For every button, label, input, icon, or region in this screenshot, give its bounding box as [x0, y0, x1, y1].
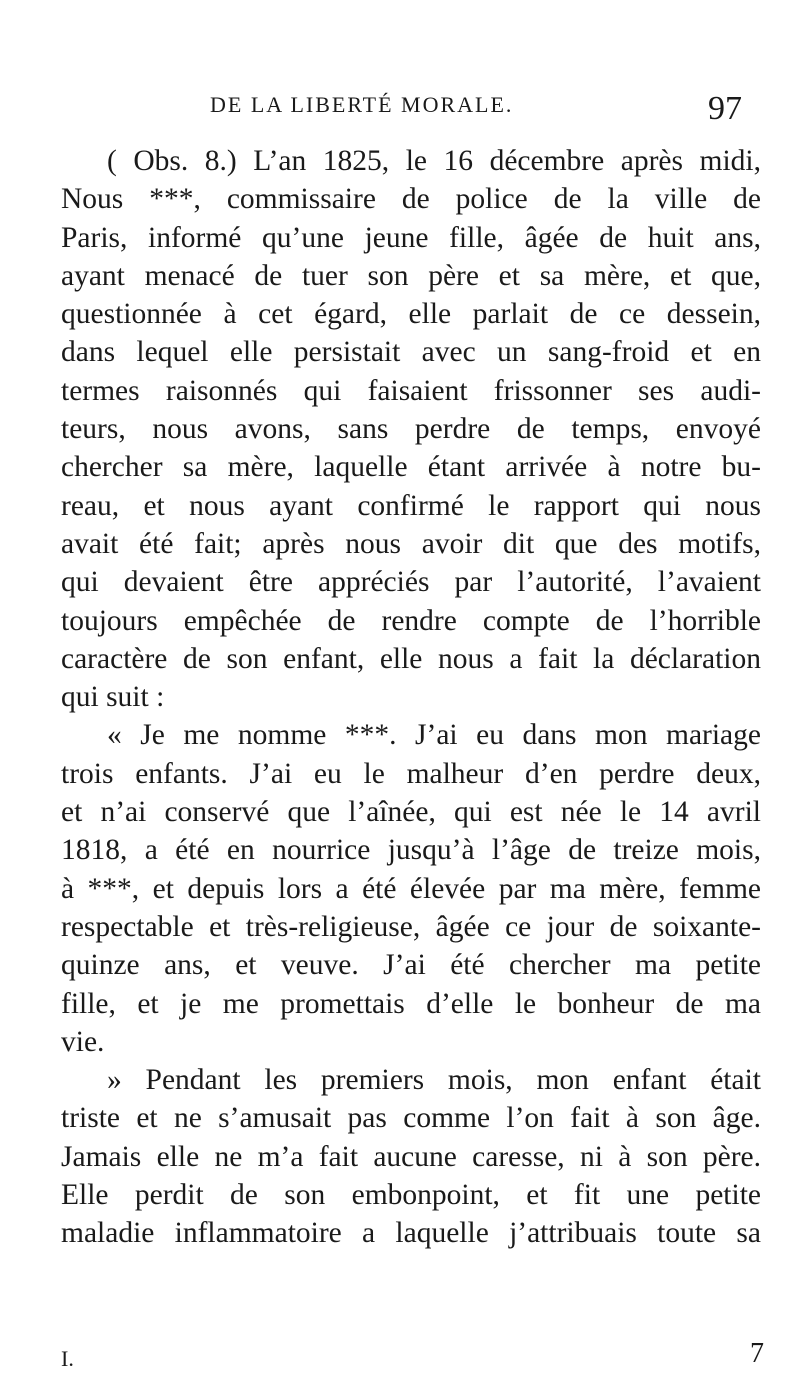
text-line: trois enfants. J’ai eu le malheur d’en perdre deux,: [61, 757, 761, 790]
text-line: reau, et nous ayant confirmé le rapport qui nous: [61, 489, 761, 522]
text-line: à ***, et depuis lors a été élevée par ma mère, femme: [61, 872, 761, 905]
text-line: « Je me nomme ***. J’ai eu dans mon mariage: [107, 719, 761, 752]
text-line: ayant menacé de tuer son père et sa mère, et que,: [61, 259, 761, 292]
text-line: chercher sa mère, laquelle étant arrivée à notre bu-: [61, 451, 761, 484]
text-line: caractère de son enfant, elle nous a fait la déclaration: [61, 642, 761, 675]
text-line: vie.: [61, 1025, 105, 1058]
text-line: ( Obs. 8.) L’an 1825, le 16 décembre après midi,: [107, 145, 761, 177]
text-line: triste et ne s’amusait pas comme l’on fait à son âge.: [61, 1102, 761, 1135]
text-line: qui devaient être appréciés par l’autorité, l’avaient: [61, 566, 761, 599]
text-line: 1818, a été en nourrice jusqu’à l’âge de treize mois,: [61, 834, 761, 867]
text-line: questionnée à cet égard, elle parlait de ce dessein,: [61, 298, 761, 331]
body-text: [61, 142, 761, 1253]
text-line: Elle perdit de son embonpoint, et fit une petite: [61, 1179, 761, 1212]
text-line: respectable et très-religieuse, âgée ce jour de soixante-: [61, 910, 761, 943]
text-line: Jamais elle ne m’a fait aucune caresse, ni à son père.: [61, 1140, 761, 1173]
text-line: maladie inflammatoire a laquelle j’attribuais toute sa: [61, 1217, 761, 1250]
text-line: fille, et je me promettais d’elle le bonheur de ma: [61, 987, 761, 1020]
sheet-number: 7: [750, 1338, 764, 1369]
text-line: dans lequel elle persistait avec un sang-froid et en: [61, 336, 761, 369]
text-line: Nous ***, commissaire de police de la ville de: [61, 183, 761, 216]
signature-mark: I.: [61, 1346, 74, 1371]
text-line: et n’ai conservé que l’aînée, qui est née le 14 avril: [61, 796, 761, 829]
text-line: Paris, informé qu’une jeune fille, âgée de huit ans,: [61, 221, 761, 254]
text-line: qui suit :: [61, 681, 165, 714]
text-line: quinze ans, et veuve. J’ai été chercher ma petite: [61, 949, 761, 982]
text-line: toujours empêchée de rendre compte de l’horrible: [61, 604, 761, 637]
page-number: 97: [708, 90, 742, 127]
text-line: termes raisonnés qui faisaient frissonner ses audi-: [61, 374, 761, 407]
text-line: avait été fait; après nous avoir dit que des motifs,: [61, 527, 761, 560]
text-line: » Pendant les premiers mois, mon enfant était: [107, 1064, 761, 1097]
running-title: DE LA LIBERTÉ MORALE.: [210, 92, 514, 117]
text-line: teurs, nous avons, sans perdre de temps, envoyé: [61, 413, 761, 446]
